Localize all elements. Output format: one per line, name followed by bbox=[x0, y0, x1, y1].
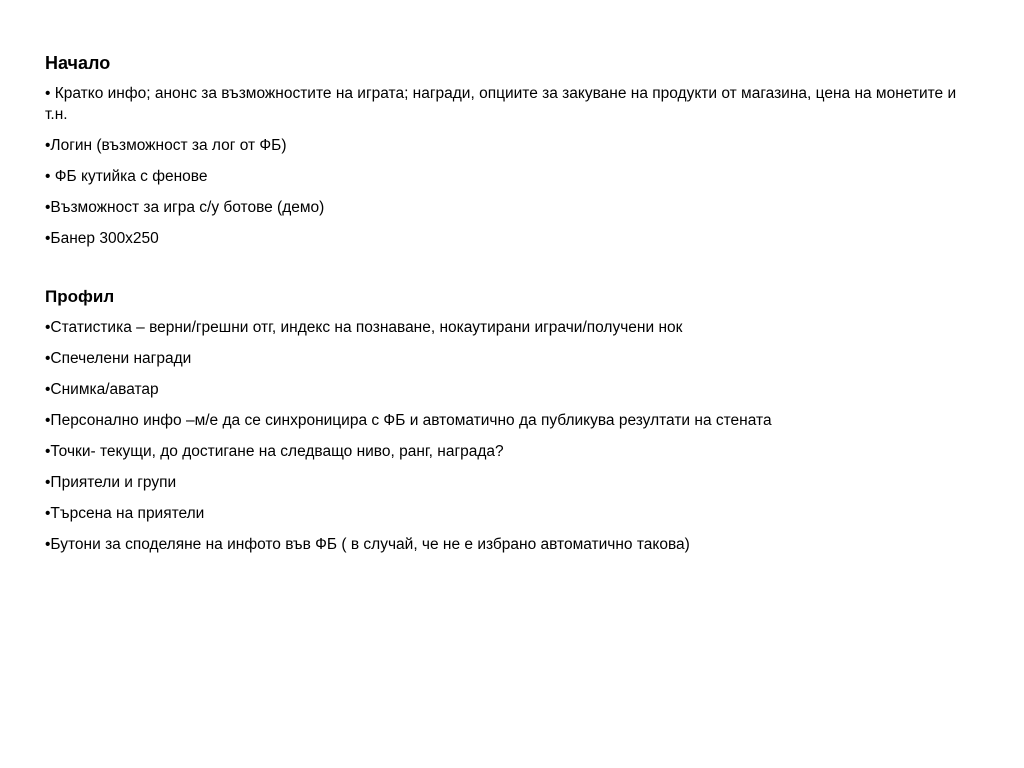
profile-item-share-buttons: •Бутони за споделяне на инфото във ФБ ( в случай, че не е избрано автоматично такова) bbox=[45, 536, 690, 553]
section-title-profile: Профил bbox=[45, 287, 115, 306]
home-item-bots-demo: •Възможност за игра с/у ботове (демо) bbox=[45, 199, 325, 216]
profile-item-points: •Точки- текущи, до достигане на следващо ниво, ранг, награда? bbox=[45, 443, 504, 460]
section-title-home: Начало bbox=[45, 53, 111, 73]
profile-item-avatar: •Снимка/аватар bbox=[45, 381, 159, 398]
section-divider bbox=[45, 259, 975, 286]
profile-item-friend-search: •Търсена на приятели bbox=[45, 505, 205, 522]
home-item-banner: •Банер 300x250 bbox=[45, 230, 159, 247]
document-page bbox=[45, 52, 975, 565]
home-item-intro: • Кратко инфо; анонс за възможностите на играта; награди, опциите за закуване на продукти от магазина, цена на монетите и т.н. bbox=[45, 85, 957, 123]
profile-item-awards: •Спечелени награди bbox=[45, 350, 192, 367]
home-item-fb-fans: • ФБ кутийка с фенове bbox=[45, 168, 208, 185]
profile-item-personal-info: •Персонално инфо –м/е да се синхроницира с ФБ и автоматично да публикува резултати на стената bbox=[45, 412, 772, 429]
profile-item-friends-groups: •Приятели и групи bbox=[45, 474, 177, 491]
profile-item-statistics: •Статистика – верни/грешни отг, индекс на познаване, нокаутирани играчи/получени нок bbox=[45, 319, 683, 336]
home-item-login: •Логин (възможност за лог от ФБ) bbox=[45, 137, 287, 154]
